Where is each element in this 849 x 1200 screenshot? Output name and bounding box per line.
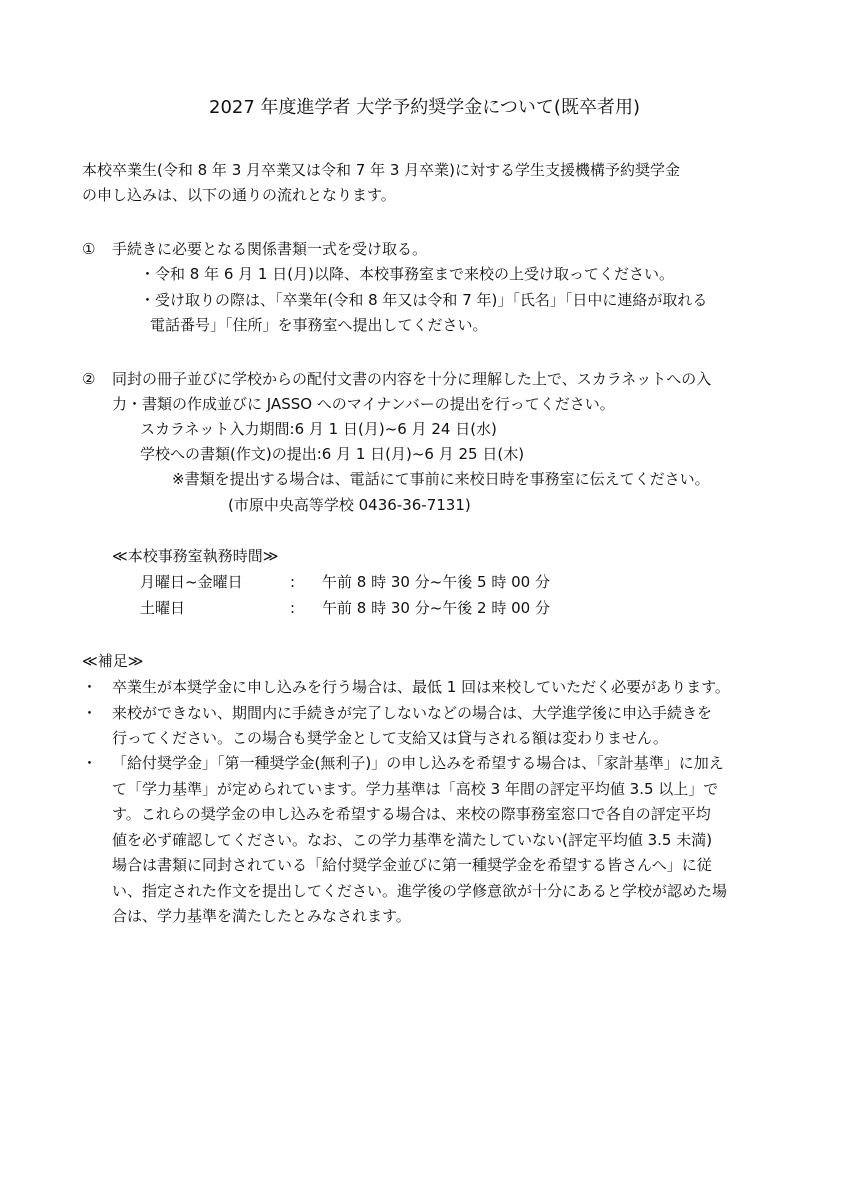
note-bullet: ・: [82, 678, 98, 696]
note-3-line-1: 「給付奨学金」「第一種奨学金(無利子)」の申し込みを希望する場合は、「家計基準」に加え: [112, 754, 724, 772]
document-submission-period: 学校への書類(作文)の提出:6 月 1 日(月)~6 月 25 日(木): [140, 445, 525, 463]
note-3-line-7: 合は、学力基準を満たしたとみなされます。: [112, 907, 411, 925]
note-3-line-6: い、指定された作文を提出してください。進学後の学修意欲が十分にあると学校が認めた場: [112, 882, 728, 900]
notes-heading: ≪補足≫: [82, 652, 144, 670]
step-1-line-3: 電話番号」「住所」を事務室へ提出してください。: [150, 316, 488, 334]
note-3-line-4: 値を必ず確認してください。なお、この学力基準を満たしていない(評定平均値 3.5 未満): [112, 831, 713, 849]
note-bullet: ・: [82, 754, 98, 772]
office-hours-weekday-sep: :: [290, 573, 296, 591]
office-hours-saturday-time: 午前 8 時 30 分~午後 2 時 00 分: [322, 599, 550, 617]
step-1-heading: 手続きに必要となる関係書類一式を受け取る。: [112, 240, 428, 258]
step-2-line-2: 力・書類の作成並びに JASSO へのマイナンバーの提出を行ってください。: [112, 395, 615, 413]
note-1-line-1: 卒業生が本奨学金に申し込みを行う場合は、最低 1 回は来校していただく必要があります。: [112, 678, 730, 696]
office-hours-saturday-sep: :: [290, 599, 296, 617]
note-3-line-3: す。これらの奨学金の申し込みを希望する場合は、来校の際事務室窓口で各自の評定平均: [112, 805, 711, 823]
page-title: 2027 年度進学者 大学予約奨学金について(既卒者用): [209, 97, 640, 118]
office-hours-weekday-label: 月曜日~金曜日: [140, 573, 243, 591]
note-2-line-2: 行ってください。この場合も奨学金として支給又は貸与される額は変わりません。: [112, 729, 668, 747]
office-hours-saturday-label: 土曜日: [140, 599, 186, 617]
office-hours-weekday-time: 午前 8 時 30 分~午後 5 時 00 分: [322, 573, 550, 591]
note-2-line-1: 来校ができない、期間内に手続きが完了しないなどの場合は、大学進学後に申込手続きを: [112, 704, 713, 722]
note-3-line-2: て「学力基準」が定められています。学力基準は「高校 3 年間の評定平均値 3.5 以上」で: [112, 780, 719, 798]
scalanet-period: スカラネット入力期間:6 月 1 日(月)~6 月 24 日(水): [140, 420, 497, 438]
step-1-line-1: ・令和 8 年 6 月 1 日(月)以降、本校事務室まで来校の上受け取ってください。: [140, 265, 674, 283]
visit-notice: ※書類を提出する場合は、電話にて事前に来校日時を事務室に伝えてください。: [172, 470, 710, 488]
intro-line-1: 本校卒業生(令和 8 年 3 月卒業又は令和 7 年 3 月卒業)に対する学生支援機構予約奨学金: [82, 161, 681, 179]
school-phone: (市原中央高等学校 0436-36-7131): [228, 496, 471, 514]
step-2-number: ②: [82, 370, 96, 388]
intro-line-2: の申し込みは、以下の通りの流れとなります。: [82, 186, 396, 204]
note-bullet: ・: [82, 704, 98, 722]
step-1-line-2: ・受け取りの際は、「卒業年(令和 8 年又は令和 7 年)」「氏名」「日中に連絡が取れる: [140, 291, 708, 309]
step-1-number: ①: [82, 240, 96, 258]
office-hours-heading: ≪本校事務室執務時間≫: [112, 547, 279, 565]
note-3-line-5: 場合は書類に同封されている「給付奨学金並びに第一種奨学金を希望する皆さんへ」に従: [112, 856, 712, 874]
step-2-line-1: 同封の冊子並びに学校からの配付文書の内容を十分に理解した上で、スカラネットへの入: [112, 370, 712, 388]
